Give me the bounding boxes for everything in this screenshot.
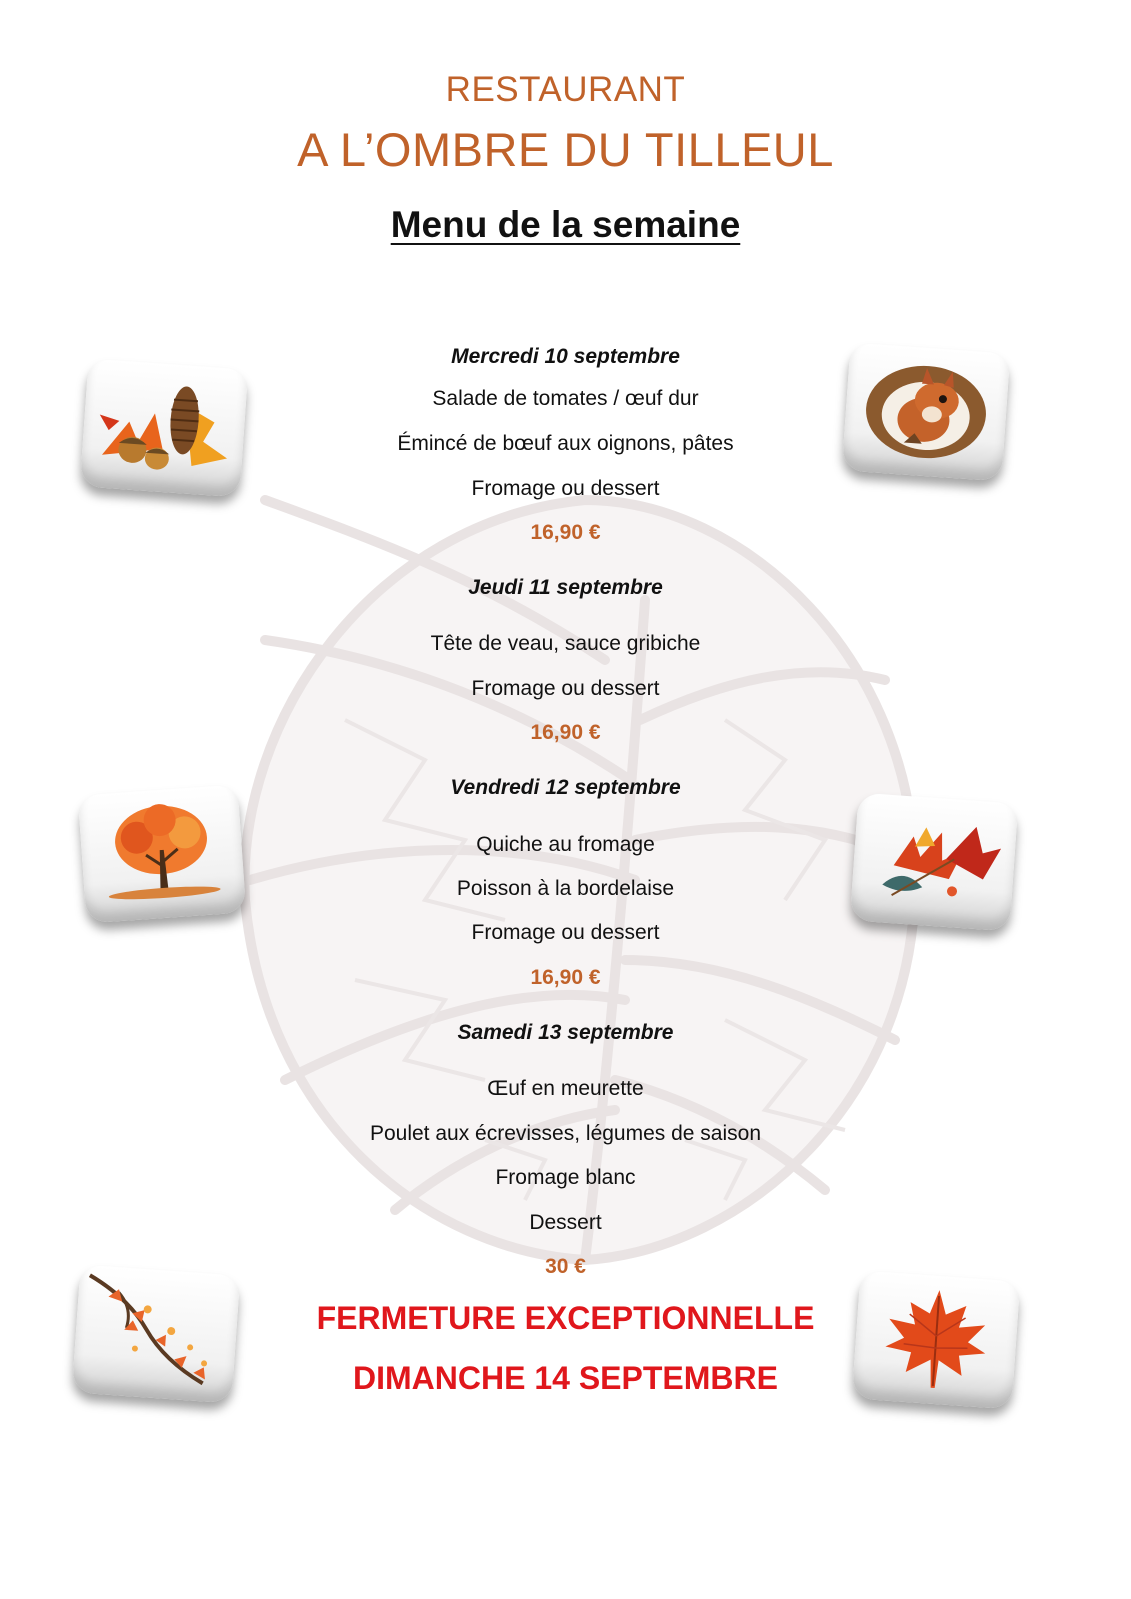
dish: Quiche au fromage (476, 833, 655, 856)
dish: Fromage blanc (495, 1166, 636, 1189)
price: 16,90 € (530, 966, 601, 989)
dish: Salade de tomates / œuf dur (432, 387, 699, 410)
day-heading: Jeudi 11 septembre (468, 576, 663, 599)
closing-date: DIMANCHE 14 SEPTEMBRE (353, 1360, 778, 1396)
autumn-leaves-bouquet-icon (850, 793, 1019, 932)
dish: Œuf en meurette (487, 1077, 644, 1100)
dish: Fromage ou dessert (471, 677, 660, 700)
price: 16,90 € (530, 721, 601, 744)
squirrel-icon (842, 343, 1011, 482)
day-heading: Samedi 13 septembre (457, 1021, 674, 1044)
day-heading: Vendredi 12 septembre (450, 776, 681, 799)
restaurant-name: A L’OMBRE DU TILLEUL (297, 123, 834, 176)
autumn-tree-icon (78, 785, 247, 924)
day-heading: Mercredi 10 septembre (451, 345, 680, 368)
dish: Poisson à la bordelaise (456, 877, 675, 900)
autumn-branch-icon (72, 1265, 241, 1404)
restaurant-label: RESTAURANT (445, 70, 686, 109)
dish: Fromage ou dessert (471, 921, 660, 944)
dish: Poulet aux écrevisses, légumes de saison (369, 1122, 762, 1145)
dish: Fromage ou dessert (471, 477, 660, 500)
price: 16,90 € (530, 521, 601, 544)
pinecone-acorns-icon (80, 359, 249, 498)
dish: Dessert (529, 1211, 602, 1234)
dish: Tête de veau, sauce gribiche (430, 632, 701, 655)
dish: Émincé de bœuf aux oignons, pâtes (397, 432, 734, 455)
maple-leaf-icon (852, 1271, 1021, 1410)
menu-title: Menu de la semaine (390, 204, 741, 245)
closing-notice: FERMETURE EXCEPTIONNELLE (316, 1300, 815, 1336)
price: 30 € (545, 1255, 586, 1278)
